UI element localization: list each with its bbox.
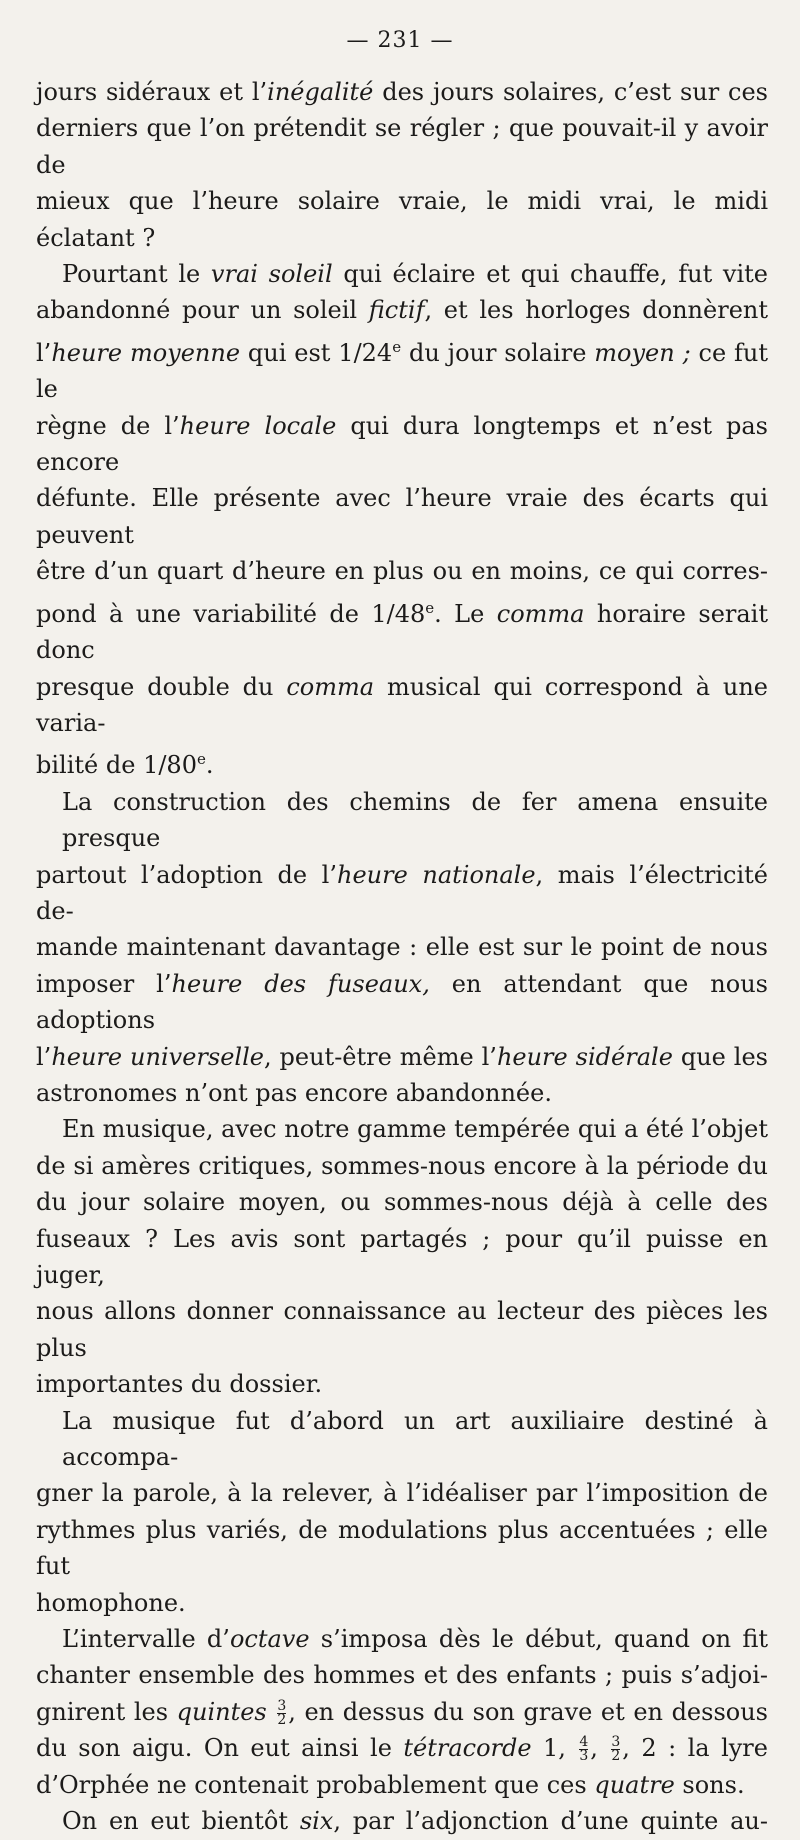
superscript: e	[392, 337, 402, 356]
paragraph	[36, 74, 768, 256]
text-run: qui éclaire et qui chauffe, fut vite	[332, 260, 768, 289]
text-run: .	[205, 751, 214, 780]
text-run: s’imposa dès le début, quand on fit	[309, 1625, 769, 1654]
text-run: fuseaux ? Les avis sont partagés ; pour qu’il puisse en juger,	[36, 1224, 768, 1289]
text-line	[36, 292, 768, 328]
text-line	[36, 1148, 768, 1184]
body-text	[36, 74, 768, 1840]
fraction-numerator: 3	[277, 1697, 287, 1714]
text-run: jours sidéraux et l’	[36, 78, 268, 106]
paragraph	[36, 1111, 768, 1402]
text-line	[36, 1803, 768, 1839]
italic-text: heure nationale	[336, 860, 536, 889]
text-line	[36, 1694, 768, 1730]
italic-text: six	[299, 1807, 334, 1836]
text-run: , peut-être même l’	[263, 1042, 497, 1071]
paragraph	[36, 784, 768, 1112]
text-run: des jours solaires, c’est sur ces	[373, 78, 768, 106]
text-run: bilité de 1/80	[36, 751, 197, 780]
text-line	[36, 590, 768, 669]
italic-text: quintes	[176, 1697, 267, 1726]
text-run: qui est 1/24	[240, 338, 393, 367]
italic-text: heure sidérale	[496, 1042, 673, 1071]
text-run: nous allons donner connaissance au lecteur des pièces les plus	[36, 1297, 768, 1362]
text-line	[36, 1039, 768, 1075]
text-line	[36, 329, 768, 408]
text-line	[36, 553, 768, 589]
text-run: La construction des chemins de fer amena ensuite presque	[62, 787, 768, 853]
text-run: 1,	[531, 1734, 578, 1763]
text-run: qui dura longtemps et n’est pas encore	[36, 411, 768, 477]
text-line	[36, 1366, 768, 1402]
text-run: La musique fut d’abord un art auxiliaire destiné à accompa-	[62, 1406, 768, 1472]
text-run: du jour solaire	[401, 338, 595, 367]
text-run: de si amères critiques, sommes-nous encore à la période du	[36, 1151, 768, 1180]
text-line	[36, 741, 768, 783]
text-run: chanter ensemble des hommes et des enfants ; puis s’adjoi-	[36, 1661, 768, 1690]
text-run: en attendant que nous adoptions	[36, 969, 768, 1035]
text-run: astronomes n’ont pas encore abandonnée.	[36, 1078, 552, 1107]
text-run: gner la parole, à la relever, à l’idéaliser par l’imposition de	[36, 1479, 768, 1508]
italic-text: inégalité	[267, 78, 374, 106]
text-run: importantes du dossier.	[36, 1370, 323, 1399]
superscript: e	[425, 598, 435, 617]
italic-text: quatre	[594, 1770, 675, 1799]
text-run: partout l’adoption de l’	[36, 860, 337, 889]
text-run: , 2 : la lyre	[622, 1734, 768, 1763]
text-line	[36, 1767, 768, 1803]
text-run: du son aigu. On eut ainsi le	[36, 1734, 404, 1763]
italic-text: moyen ;	[594, 338, 691, 367]
text-run: abandonné pour un soleil	[36, 296, 369, 325]
fraction-denominator: 2	[611, 1748, 621, 1765]
text-line	[36, 1657, 768, 1693]
text-run: l’	[36, 338, 52, 367]
text-line	[36, 784, 768, 857]
text-run: , et les horloges donnèrent	[424, 296, 768, 325]
fraction-denominator: 3	[579, 1748, 589, 1765]
text-line	[36, 183, 768, 256]
text-run: ,	[590, 1734, 610, 1763]
text-line	[36, 408, 768, 481]
text-line	[36, 480, 768, 553]
italic-text: heure locale	[179, 411, 337, 440]
italic-text: octave	[229, 1625, 310, 1654]
text-run: ce fut le	[36, 338, 769, 404]
text-run: gnirent les	[36, 1697, 177, 1726]
text-run: musical qui correspond à une varia-	[36, 672, 768, 737]
text-run: , en dessus du son grave et en dessous	[288, 1697, 768, 1726]
text-line	[36, 1221, 768, 1294]
text-run: L’intervalle d’	[62, 1625, 230, 1654]
fraction-numerator: 3	[611, 1734, 621, 1751]
fraction	[611, 1736, 620, 1763]
text-line	[36, 1475, 768, 1511]
text-run: que les	[672, 1042, 768, 1071]
text-line	[36, 1621, 768, 1657]
text-line	[36, 1730, 768, 1766]
italic-text: fictif	[368, 296, 425, 325]
text-run: presque double du	[36, 672, 287, 701]
text-run: derniers que l’on prétendit se régler ; que pouvait-il y avoir de	[36, 114, 768, 179]
paragraph	[36, 1621, 768, 1803]
text-run: homophone.	[36, 1588, 186, 1617]
paragraph	[36, 1803, 768, 1839]
text-run: être d’un quart d’heure en plus ou en moins, ce qui corres-	[36, 557, 768, 586]
italic-text: heure des fuseaux,	[171, 969, 430, 998]
text-run: pond à une variabilité de 1/48	[36, 599, 426, 628]
text-run: règne de l’	[36, 411, 180, 440]
text-run: On en eut bientôt	[62, 1807, 300, 1836]
text-run: , par l’adjonction d’une quinte au-	[333, 1807, 768, 1836]
italic-text: heure moyenne	[51, 338, 241, 367]
text-run: sons.	[674, 1770, 745, 1799]
text-run: , mais l’électricité de-	[36, 860, 768, 925]
italic-text: comma	[496, 599, 585, 628]
text-line	[36, 110, 768, 183]
superscript: e	[196, 750, 206, 769]
text-run: mande maintenant davantage : elle est sur le point de nous	[36, 933, 768, 962]
text-run: En musique, avec notre gamme tempérée qui a été l’objet	[62, 1115, 768, 1144]
text-line	[36, 1075, 768, 1111]
paragraph	[36, 1403, 768, 1621]
fraction	[579, 1736, 588, 1763]
text-run: mieux que l’heure solaire vraie, le midi vrai, le midi éclatant ?	[36, 187, 768, 252]
text-line	[36, 1512, 768, 1585]
paragraph	[36, 256, 768, 784]
text-run: rythmes plus variés, de modulations plus accentuées ; elle fut	[36, 1515, 768, 1581]
fraction	[277, 1697, 287, 1728]
text-run: l’	[36, 1042, 52, 1071]
fraction-denominator: 2	[277, 1711, 287, 1728]
text-run: Pourtant le	[62, 260, 211, 289]
italic-text: comma	[286, 672, 375, 701]
fraction-numerator: 4	[579, 1734, 589, 1751]
text-line	[36, 1111, 768, 1147]
italic-text: heure universelle	[51, 1042, 264, 1071]
text-run: . Le	[434, 599, 497, 628]
text-run: d’Orphée ne contenait probablement que ces	[36, 1770, 595, 1799]
text-line	[36, 1293, 768, 1366]
text-run: horaire serait donc	[36, 599, 769, 665]
text-line	[36, 256, 768, 292]
text-line	[36, 857, 768, 930]
text-line	[36, 74, 768, 110]
italic-text: tétracorde	[403, 1734, 532, 1763]
text-run: défunte. Elle présente avec l’heure vraie des écarts qui peuvent	[36, 484, 768, 549]
text-run: imposer l’	[36, 969, 172, 998]
text-run: du jour solaire moyen, ou sommes-nous déjà à celle des	[36, 1188, 768, 1217]
page-number: — 231 —	[346, 28, 454, 53]
text-line	[36, 1184, 768, 1220]
text-line	[36, 669, 768, 742]
text-run	[267, 1698, 276, 1726]
text-line	[36, 929, 768, 965]
text-line	[36, 966, 768, 1039]
text-line	[36, 1403, 768, 1476]
italic-text: vrai soleil	[210, 260, 333, 289]
text-line	[36, 1585, 768, 1621]
